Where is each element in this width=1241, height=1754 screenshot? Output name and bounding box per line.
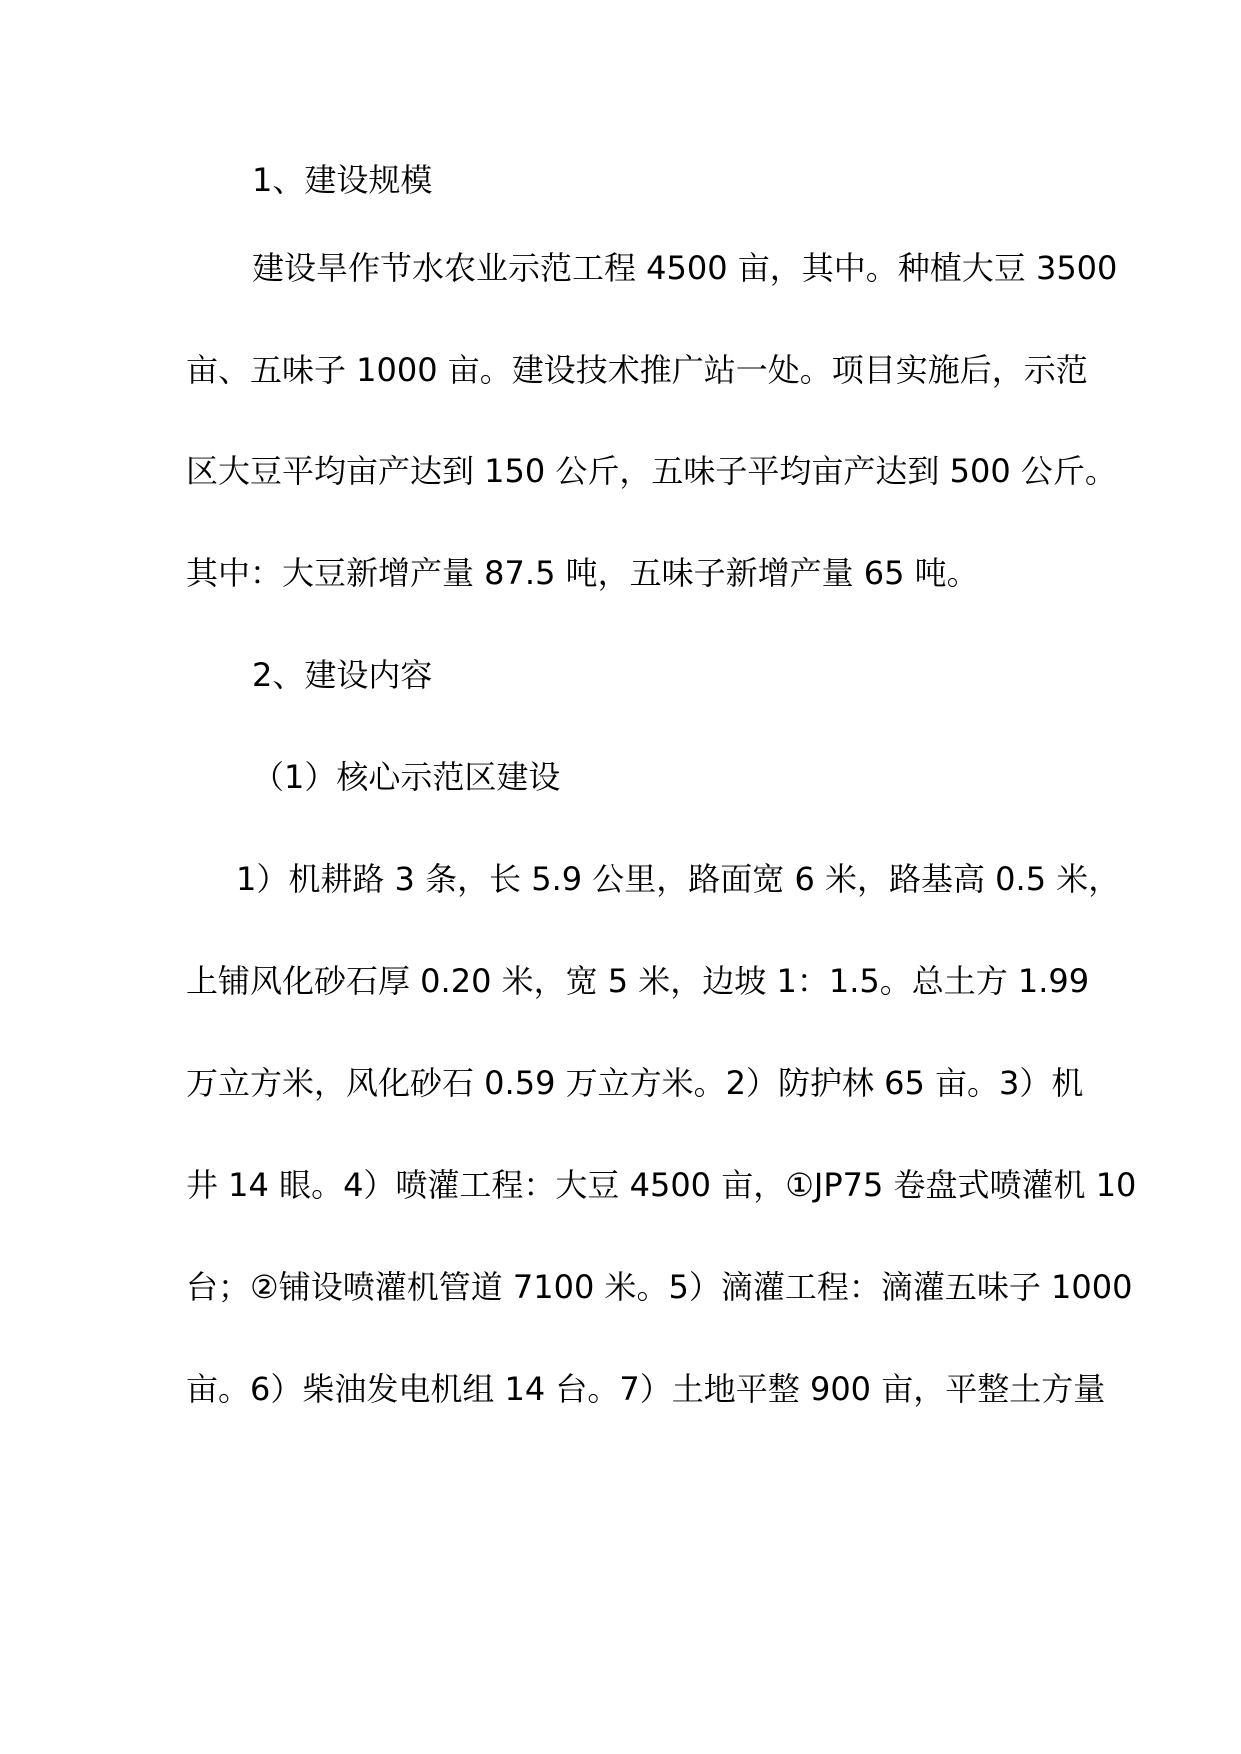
paragraph-line: 亩。6）柴油发电机组 14 台。7）土地平整 900 亩，平整土方量 bbox=[186, 1370, 1106, 1408]
subheading-core-demo-area: （1）核心示范区建设 bbox=[252, 758, 561, 796]
paragraph-line: 其中：大豆新增产量 87.5 吨，五味子新增产量 65 吨。 bbox=[186, 554, 979, 592]
paragraph-line: 台；②铺设喷灌机管道 7100 米。5）滴灌工程：滴灌五味子 1000 bbox=[186, 1268, 1133, 1306]
paragraph-line: 井 14 眼。4）喷灌工程：大豆 4500 亩，①JP75 卷盘式喷灌机 10 bbox=[186, 1166, 1137, 1204]
paragraph-line: 上铺风化砂石厚 0.20 米，宽 5 米，边坡 1：1.5。总土方 1.99 bbox=[186, 962, 1090, 1000]
paragraph-line: 建设旱作节水农业示范工程 4500 亩，其中。种植大豆 3500 bbox=[252, 249, 1118, 287]
heading-construction-content: 2、建设内容 bbox=[252, 656, 433, 694]
paragraph-line: 1）机耕路 3 条，长 5.9 公里，路面宽 6 米，路基高 0.5 米， bbox=[236, 860, 1121, 898]
heading-construction-scale: 1、建设规模 bbox=[252, 161, 433, 199]
paragraph-line: 万立方米，风化砂石 0.59 万立方米。2）防护林 65 亩。3）机 bbox=[186, 1064, 1084, 1102]
paragraph-line: 区大豆平均亩产达到 150 公斤，五味子平均亩产达到 500 公斤。 bbox=[186, 452, 1117, 490]
paragraph-line: 亩、五味子 1000 亩。建设技术推广站一处。项目实施后，示范 bbox=[186, 351, 1088, 389]
